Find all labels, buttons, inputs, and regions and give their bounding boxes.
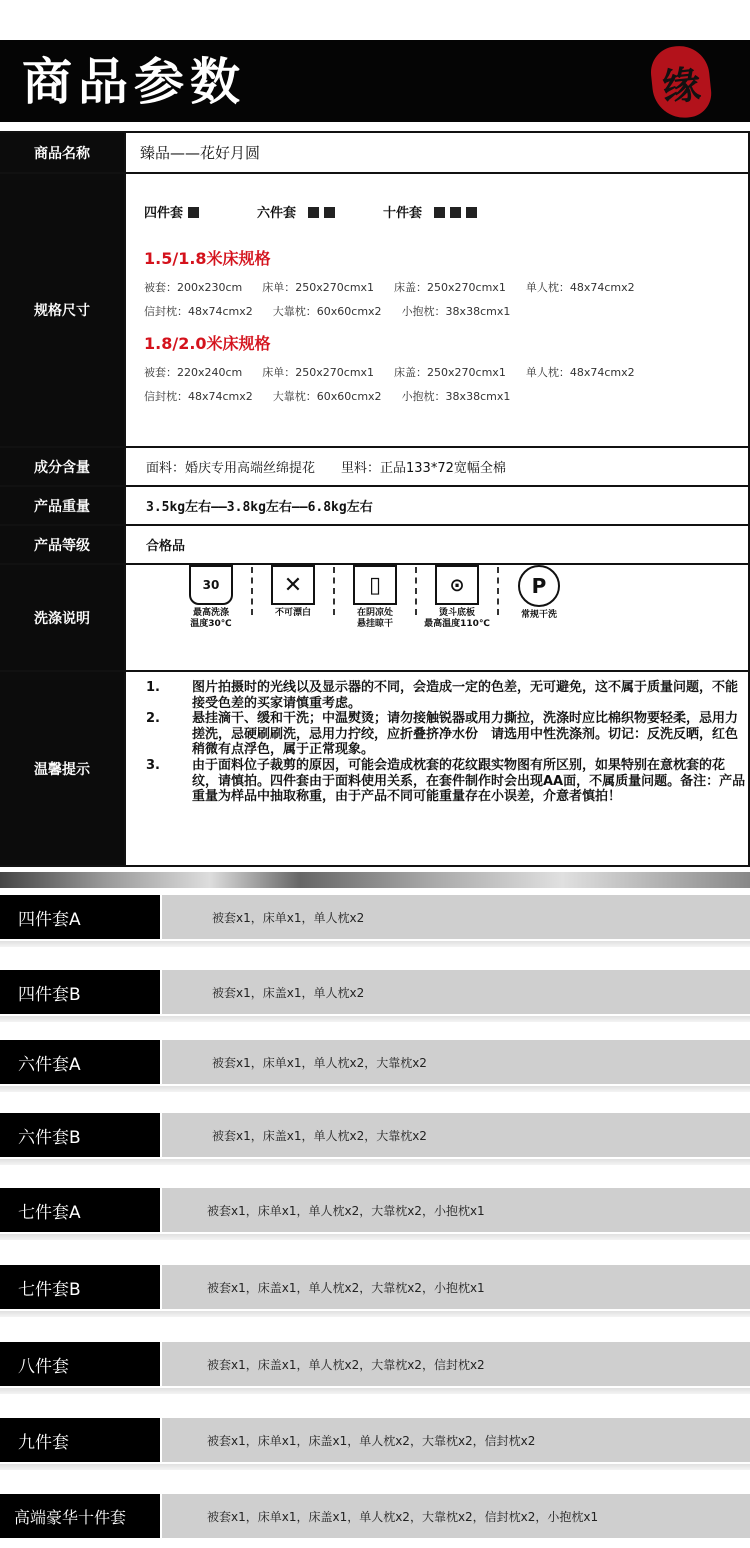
no-bleach-icon: ✕	[271, 565, 315, 605]
product-name-value: 臻品——花好月圆	[124, 133, 748, 172]
package-name: 高端豪华十件套	[0, 1494, 160, 1538]
dry-clean-icon: P	[518, 565, 560, 607]
package-row	[0, 1113, 750, 1157]
package-name: 六件套B	[0, 1113, 160, 1157]
row-shadow	[0, 1388, 750, 1394]
wash-icons	[124, 565, 748, 670]
wash-item: 30 最高洗涤 温度30℃	[171, 565, 251, 630]
page-title: 商品参数	[22, 52, 246, 111]
wash-item: ✕ 不可漂白	[253, 565, 333, 619]
set-legend	[144, 202, 730, 221]
row-shadow	[0, 1234, 750, 1240]
row-material	[0, 448, 750, 487]
spec-line: 被套：220x240cm 床单：250x270cmx1 床盖：250x270cmx1 单人枕：48x74cmx2	[144, 366, 635, 379]
drip-dry-icon: ▯	[353, 565, 397, 605]
material-value: 面料：婚庆专用高端丝绵提花 里料：正品133*72宽幅全棉	[124, 448, 748, 485]
package-contents: 被套x1，床单x1，单人枕x2，大靠枕x2	[162, 1040, 750, 1084]
spec-line: 被套：200x230cm 床单：250x270cmx1 床盖：250x270cmx1 单人枕：48x74cmx2	[144, 281, 635, 294]
row-shadow	[0, 941, 750, 947]
tip-item: 1. 图片拍摄时的光线以及显示器的不同，会造成一定的色差，无可避免，这不属于质量问题，不能接受色差的买家请慎重考虑。	[146, 680, 739, 711]
wash-tub-icon: 30	[189, 565, 233, 605]
row-shadow	[0, 1086, 750, 1092]
spec-line: 信封枕：48x74cmx2 大靠枕：60x60cmx2 小抱枕：38x38cmx1	[144, 390, 511, 403]
seal-stamp	[648, 43, 713, 121]
package-name: 六件套A	[0, 1040, 160, 1084]
row-grade	[0, 526, 750, 565]
row-label: 产品重量	[0, 487, 124, 524]
package-name: 四件套A	[0, 895, 160, 939]
package-row	[0, 1265, 750, 1309]
wash-item: P 常规干洗	[499, 565, 579, 621]
row-label: 洗涤说明	[0, 565, 124, 670]
weight-value: 3.5kg左右——3.8kg左右——6.8kg左右	[124, 487, 748, 524]
package-row	[0, 1494, 750, 1538]
package-name: 四件套B	[0, 970, 160, 1014]
tip-item: 3. 由于面料位子裁剪的原因，可能会造成枕套的花纹跟实物图有所区别，如果特别在意枕套的花纹，请慎拍。四件套由于面料使用关系，在套件制作时会出现AA面，不属质量问题。备注：产品重量为样品中抽取称重，由于产品不同可能重量存在小误差，介意者慎拍！	[146, 757, 746, 805]
row-tips	[0, 672, 750, 867]
package-name: 九件套	[0, 1418, 160, 1462]
package-contents: 被套x1，床盖x1，单人枕x2，大靠枕x2，信封枕x2	[162, 1342, 750, 1386]
set-legend-item: 六件套	[257, 202, 335, 221]
header-banner	[0, 40, 750, 122]
wash-item: ⊙ 烫斗底板 最高温度110℃	[417, 565, 497, 630]
package-contents: 被套x1，床单x1，单人枕x2	[162, 895, 750, 939]
row-spec	[0, 174, 750, 448]
row-label: 规格尺寸	[0, 174, 124, 446]
spec-title-2: 1.8/2.0米床规格	[144, 334, 271, 353]
set-legend-item: 四件套	[144, 202, 199, 221]
package-row	[0, 970, 750, 1014]
package-row	[0, 895, 750, 939]
package-name: 七件套A	[0, 1188, 160, 1232]
package-row	[0, 1418, 750, 1462]
row-label: 成分含量	[0, 448, 124, 485]
row-shadow	[0, 1159, 750, 1165]
package-row	[0, 1342, 750, 1386]
param-table	[0, 131, 750, 867]
row-weight	[0, 487, 750, 526]
package-contents: 被套x1，床单x1，床盖x1，单人枕x2，大靠枕x2，信封枕x2	[162, 1418, 750, 1462]
seal-char: 缘	[660, 60, 703, 110]
package-contents: 被套x1，床单x1，床盖x1，单人枕x2，大靠枕x2，信封枕x2，小抱枕x1	[162, 1494, 750, 1538]
row-product-name	[0, 133, 750, 174]
package-contents: 被套x1，床单x1，单人枕x2，大靠枕x2，小抱枕x1	[162, 1188, 750, 1232]
wash-item: ▯ 在阴凉处 悬挂晾干	[335, 565, 415, 630]
tip-item: 2. 悬挂滴干、缓和干洗；中温熨烫；请勿接触锐器或用力撕拉，洗涤时应比棉织物要轻柔，忌用力搓洗，忌硬刷刷洗，忌用力拧绞，应折叠挤净水份 请选用中性洗涤剂。切记：反洗反晒，红色稍微有点浮色，属于正常现象。	[146, 711, 739, 758]
row-shadow	[0, 1311, 750, 1317]
package-row	[0, 1188, 750, 1232]
row-label: 产品等级	[0, 526, 124, 563]
package-name: 八件套	[0, 1342, 160, 1386]
row-label: 温馨提示	[0, 672, 124, 865]
iron-icon: ⊙	[435, 565, 479, 605]
brush-divider	[0, 872, 750, 888]
spec-block	[124, 174, 748, 446]
spec-line: 信封枕：48x74cmx2 大靠枕：60x60cmx2 小抱枕：38x38cmx1	[144, 305, 511, 318]
row-wash	[0, 565, 750, 672]
package-name: 七件套B	[0, 1265, 160, 1309]
tips-list	[124, 672, 748, 865]
row-label: 商品名称	[0, 133, 124, 172]
package-contents: 被套x1，床盖x1，单人枕x2	[162, 970, 750, 1014]
row-shadow	[0, 1016, 750, 1022]
row-shadow	[0, 1464, 750, 1470]
package-contents: 被套x1，床盖x1，单人枕x2，大靠枕x2，小抱枕x1	[162, 1265, 750, 1309]
spec-title-1: 1.5/1.8米床规格	[144, 249, 271, 268]
set-legend-item: 十件套	[383, 202, 477, 221]
package-row	[0, 1040, 750, 1084]
package-contents: 被套x1，床盖x1，单人枕x2，大靠枕x2	[162, 1113, 750, 1157]
grade-value: 合格品	[124, 526, 748, 563]
